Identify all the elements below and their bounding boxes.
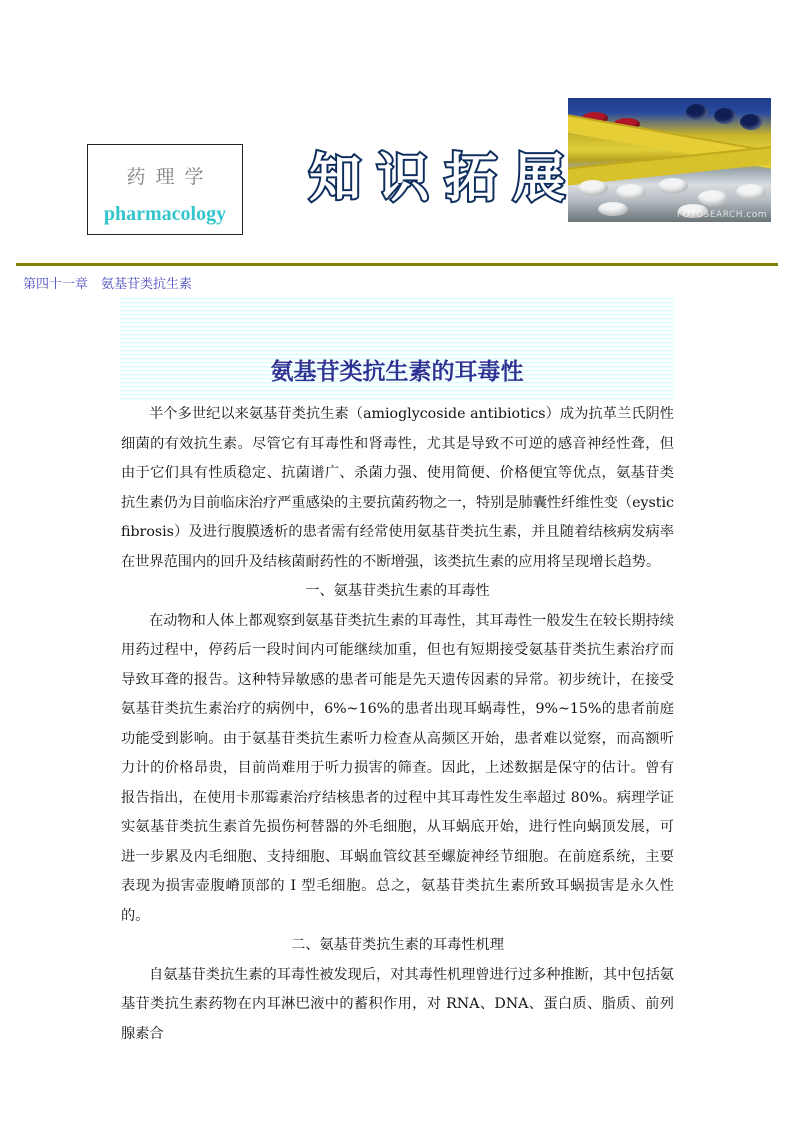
brand-box <box>87 144 243 235</box>
banner-char: 拓 <box>444 149 497 209</box>
header-photo <box>568 98 771 222</box>
paragraph-mechanism: 自氨基苷类抗生素的耳毒性被发现后，对其毒性机理曾进行过多种推断，其中包括氨基苷类抗生素药物在内耳淋巴液中的蓄积作用，对 RNA、DNA、蛋白质、脂质、前列腺素合 <box>121 966 674 1042</box>
banner-char: 识 <box>376 149 429 209</box>
article-title: 氨基苷类抗生素的耳毒性 <box>270 359 524 385</box>
banner-char: 知 <box>308 149 361 209</box>
brand-title-cn: 药理学 <box>126 166 214 188</box>
brand-title-en: pharmacology <box>103 203 227 225</box>
section-heading-2: 二、氨基苷类抗生素的耳毒性机理 <box>291 937 504 953</box>
paragraph-intro: 半个多世纪以来氨基苷类抗生素（amioglycoside antibiotics）成为抗革兰氏阴性细菌的有效抗生素。尽管它有耳毒性和肾毒性，尤其是导致不可逆的感音神经性聋，但由于它们具有性质稳定、抗菌谱广、杀菌力强、使用简便、价格便宜等优点，氨基苷类抗生素仍为目前临床治疗严重感染的主要抗菌药物之一，特别是肺囊性纤维性变（eystic fibrosis）及进行腹膜透析的患者需有经常使用氨基苷类抗生素，并且随着结核病发病率在世界范围内的回升及结核菌耐药性的不断增强，该类抗生素的应用将呈现增长趋势。 <box>121 406 674 570</box>
banner-title <box>304 146 570 212</box>
section-heading-1: 一、氨基苷类抗生素的耳毒性 <box>305 583 490 599</box>
title-block <box>120 298 674 400</box>
photo-watermark: FOTOSEARCH.com <box>676 210 767 220</box>
banner-char: 展 <box>512 149 565 209</box>
article-body <box>121 400 674 1049</box>
chapter-label: 第四十一章 氨基苷类抗生素 <box>23 277 193 292</box>
paragraph-ototoxicity: 在动物和人体上都观察到氨基苷类抗生素的耳毒性，其耳毒性一般发生在较长期持续用药过程中，停药后一段时间内可能继续加重，但也有短期接受氨基苷类抗生素治疗而导致耳聋的报告。这种特异敏感的患者可能是先天遗传因素的异常。初步统计，在接受氨基苷类抗生素治疗的病例中，6%~16%的患者出现耳蜗毒性，9%~15%的患者前庭功能受到影响。由于氨基苷类抗生素听力检查从高频区开始，患者难以觉察，而高额听力计的价格昂贵，目前尚难用于听力损害的筛查。因此，上述数据是保守的估计。曾有报告指出，在使用卡那霉素治疗结核患者的过程中其耳毒性发生率超过 80%。病理学证实氨基苷类抗生素首先损伤柯替器的外毛细胞，从耳蜗底开始，进行性向蜗顶发展，可进一步累及内毛细胞、支持细胞、耳蜗血管纹甚至螺旋神经节细胞。在前庭系统，主要表现为损害壶腹嵴顶部的 I 型毛细胞。总之，氨基苷类抗生素所致耳蜗损害是永久性的。 <box>121 612 674 924</box>
header-divider <box>16 263 778 266</box>
